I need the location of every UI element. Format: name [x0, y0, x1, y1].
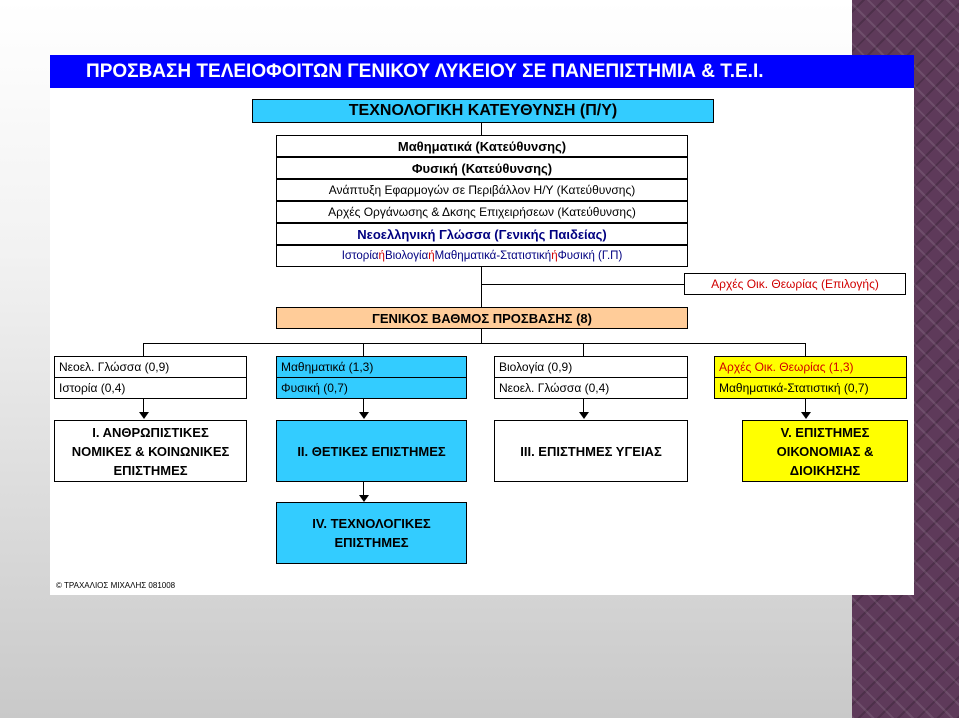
connector-line — [481, 267, 482, 307]
arrow-down-icon — [801, 412, 811, 419]
connector-line — [481, 329, 482, 343]
field-label: ΙΙ. ΘΕΤΙΚΕΣ ΕΠΙΣΤΗΜΕΣ — [297, 443, 446, 459]
arrow-down-icon — [359, 495, 369, 502]
connector-line — [481, 284, 684, 285]
connector-line — [805, 343, 806, 356]
field-economics — [742, 420, 908, 482]
field-humanities — [54, 420, 247, 482]
choice-math-stats: Μαθηματικά-Στατιστική — [434, 250, 552, 262]
connector-line — [143, 343, 144, 356]
weight-row: Νεοελ. Γλώσσα (0,4) — [494, 377, 688, 399]
general-grade-label: ΓΕΝΙΚΟΣ ΒΑΘΜΟΣ ΠΡΟΣΒΑΣΗΣ (8) — [372, 310, 592, 326]
connector-line — [363, 482, 364, 496]
copyright-note: © ΤΡΑΧΑΛΙΟΣ ΜΙΧΑΛΗΣ 081008 — [56, 581, 176, 590]
weight-row: Μαθηματικά (1,3) — [276, 356, 467, 378]
slide — [50, 55, 914, 595]
field-label: Ι. ΑΝΘΡΩΠΙΣΤΙΚΕΣ ΝΟΜΙΚΕΣ & ΚΟΙΝΩΝΙΚΕΣ ΕΠΙΣΤΗΜΕΣ — [71, 424, 230, 478]
elective-label: Αρχές Οικ. Θεωρίας (Επιλογής) — [711, 277, 879, 291]
field-label: ΙΙΙ. ΕΠΙΣΤΗΜΕΣ ΥΓΕΙΑΣ — [520, 443, 662, 459]
track-title: ΤΕΧΝΟΛΟΓΙΚΗ ΚΑΤΕΥΘΥΝΣΗ (Π/Υ) — [348, 102, 618, 119]
slide-title: ΠΡΟΣΒΑΣΗ ΤΕΛΕΙΟΦΟΙΤΩΝ ΓΕΝΙΚΟΥ ΛΥΚΕΙΟΥ ΣΕ ΠΑΝΕΠΙΣΤΗΜΙΑ & Τ.Ε.Ι. — [50, 55, 914, 88]
connector-line — [481, 123, 482, 135]
subject-label: Νεοελληνική Γλώσσα (Γενικής Παιδείας) — [357, 226, 607, 242]
arrow-down-icon — [139, 412, 149, 419]
weight-row: Ιστορία (0,4) — [54, 377, 247, 399]
weight-row: Μαθηματικά-Στατιστική (0,7) — [714, 377, 907, 399]
subject-label: Ανάπτυξη Εφαρμογών σε Περιβάλλον Η/Υ (Κατεύθυνσης) — [328, 183, 636, 197]
subject-box — [276, 179, 688, 201]
field-sciences — [276, 420, 467, 482]
subject-label: Αρχές Οργάνωσης & Δκσης Επιχειρήσεων (Κατεύθυνσης) — [328, 205, 636, 219]
weight-row: Νεοελ. Γλώσσα (0,9) — [54, 356, 247, 378]
connector-line — [583, 399, 584, 413]
weight-row: Φυσική (0,7) — [276, 377, 467, 399]
connector-line — [805, 399, 806, 413]
connector-line — [583, 343, 584, 356]
choice-or: ή — [428, 250, 435, 262]
subject-box — [276, 201, 688, 223]
subject-label: Φυσική (Κατεύθυνσης) — [411, 160, 553, 176]
field-health — [494, 420, 688, 482]
connector-line — [143, 399, 144, 413]
general-grade-box — [276, 307, 688, 329]
choice-or: ή — [378, 250, 385, 262]
choice-or: ή — [551, 250, 558, 262]
connector-line — [143, 343, 805, 344]
choice-history: Ιστορία — [341, 250, 379, 262]
connector-line — [363, 343, 364, 356]
field-label: ΙV. ΤΕΧΝΟΛΟΓΙΚΕΣ ΕΠΙΣΤΗΜΕΣ — [312, 516, 431, 550]
arrow-down-icon — [359, 412, 369, 419]
subject-box — [276, 223, 688, 245]
subject-box-choice — [276, 245, 688, 267]
field-technology — [276, 502, 467, 564]
field-label: V. ΕΠΙΣΤΗΜΕΣ ΟΙΚΟΝΟΜΙΑΣ & ΔΙΟΙΚΗΣΗΣ — [776, 424, 874, 478]
choice-physics: Φυσική (Γ.Π) — [557, 250, 623, 262]
choice-biology: Βιολογία — [384, 250, 429, 262]
connector-line — [363, 399, 364, 413]
subject-box — [276, 135, 688, 157]
weight-row: Αρχές Οικ. Θεωρίας (1,3) — [714, 356, 907, 378]
elective-box — [684, 273, 906, 295]
subject-label: Μαθηματικά (Κατεύθυνσης) — [397, 138, 567, 154]
arrow-down-icon — [579, 412, 589, 419]
track-title-box — [252, 99, 714, 123]
subject-box — [276, 157, 688, 179]
weight-row: Βιολογία (0,9) — [494, 356, 688, 378]
